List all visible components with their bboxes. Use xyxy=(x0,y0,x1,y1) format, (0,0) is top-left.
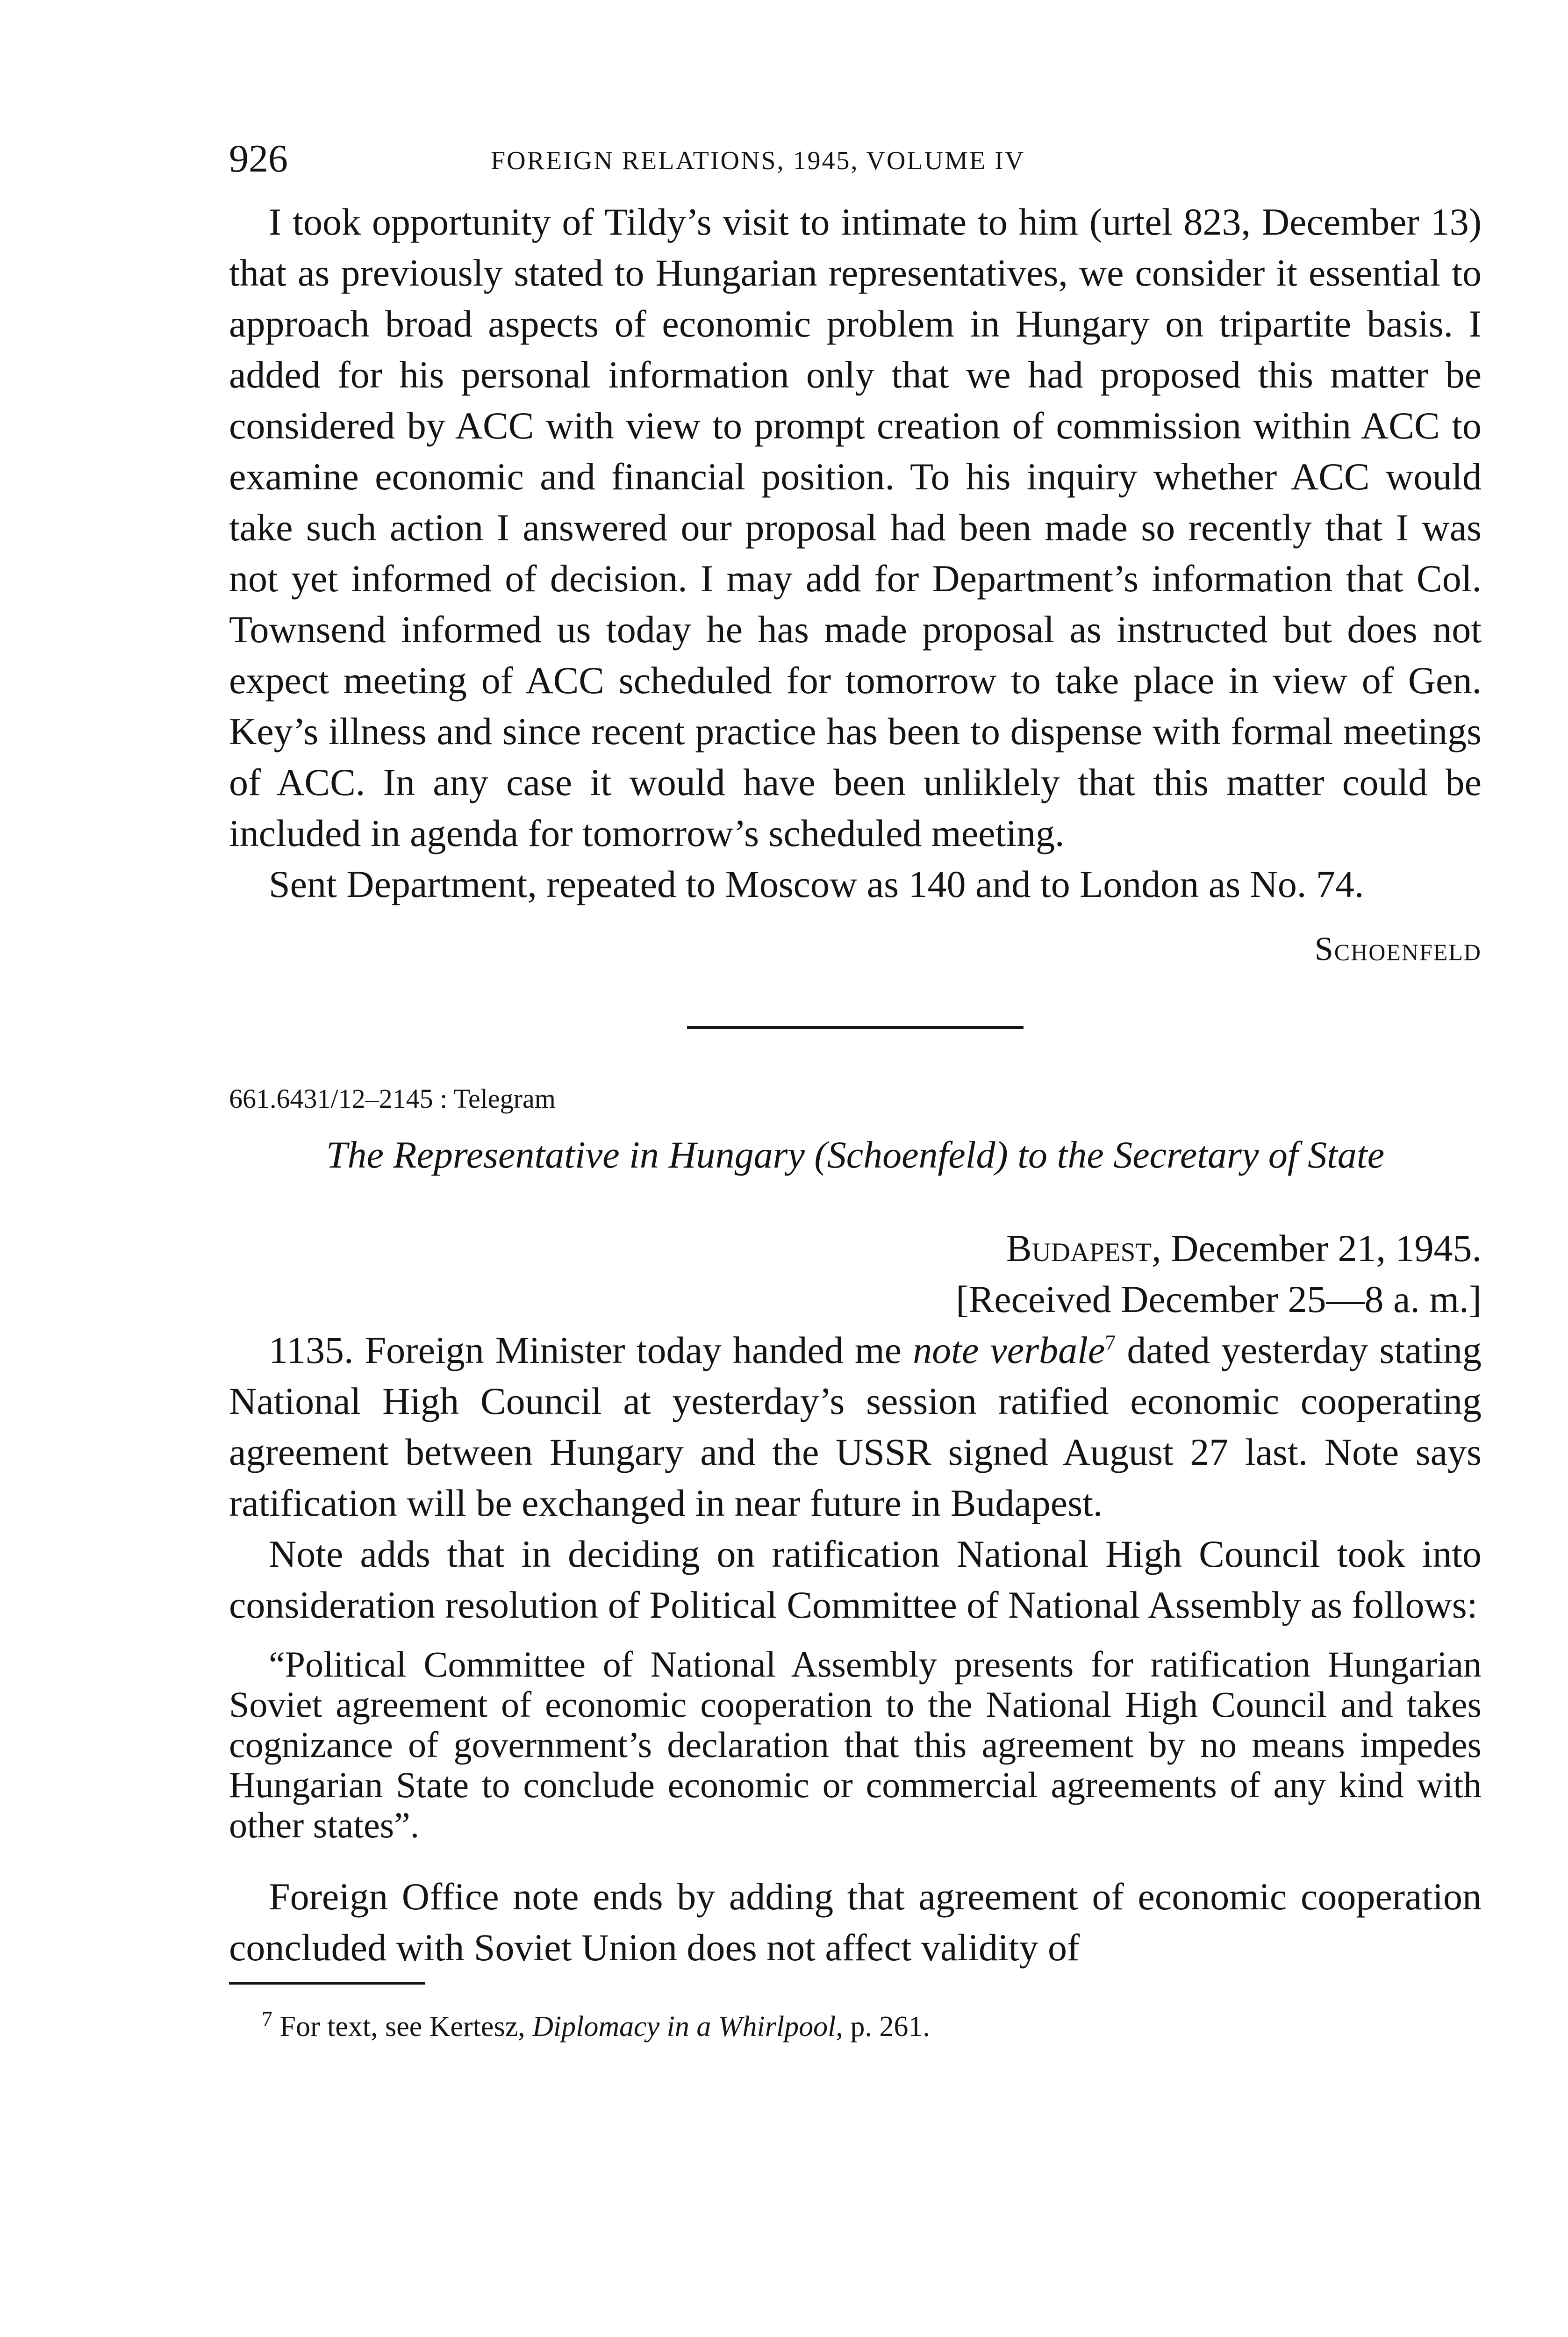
dateline xyxy=(229,1223,1482,1274)
footnote-book-title: Diplomacy in a Whirlpool xyxy=(532,2011,836,2043)
received-line: [Received December 25—8 a. m.] xyxy=(956,1278,1482,1320)
paragraph-text: 1135. Foreign Minister today handed me xyxy=(269,1329,913,1371)
page-number: 926 xyxy=(229,137,288,180)
signature: Schoenfeld xyxy=(1314,930,1482,968)
section-divider xyxy=(687,1026,1024,1029)
body-paragraph xyxy=(229,1325,1482,1528)
quoted-resolution: “Political Committee of National Assembly presents for ratification Hungarian Soviet agreement of economic cooperation to the National High Council and takes cognizance of government’s declaration that this agreement by no means impedes Hungarian State to conclude economic or commercial agreements of any kind with other states”. xyxy=(229,1644,1482,1845)
footnote-marker: 7 xyxy=(262,2007,272,2031)
running-head xyxy=(229,136,1482,196)
footnote xyxy=(229,2006,1482,2048)
section-telegram-2 xyxy=(229,1080,1482,1973)
body-paragraph: Note adds that in deciding on ratification National High Council took into consideration resolution of Political Committee of National Assembly as follows: xyxy=(229,1533,1482,1626)
footnote-text: For text, see Kertesz, xyxy=(272,2011,533,2043)
dateline-city: Budapest, xyxy=(1006,1227,1161,1269)
footnote-rule xyxy=(229,1982,425,1985)
body-paragraph: I took opportunity of Tildy’s visit to intimate to him (urtel 823, December 13) that as previously stated to Hungarian representatives, we consider it essential to approach broad aspects of economic problem in Hungary on tripartite basis. I added for his personal information only that we had proposed this matter be considered by ACC with view to prompt creation of commission within ACC to examine economic and financial position. To his inquiry whether ACC would take such action I answered our proposal had been made so recently that I was not yet informed of decision. I may add for Department’s information that Col. Townsend informed us today he has made proposal as instructed but does not expect meeting of ACC scheduled for tomorrow to take place in view of Gen. Key’s illness and since recent practice has been to dispense with formal meetings of ACC. In any case it would have been unliklely that this matter could be included in agenda for tomorrow’s scheduled meeting. xyxy=(229,201,1482,854)
paragraph-text: dated yesterday stating National High Council at yesterday’s session ratified economic cooperating agreement between Hungary and the USSR signed August 27 last. Note says ratification will be exchanged in near future in Budapest. xyxy=(229,1329,1482,1524)
body-paragraph: Foreign Office note ends by adding that agreement of economic cooperation concluded with Soviet Union does not affect validity of xyxy=(229,1875,1482,1969)
section-telegram-1 xyxy=(229,196,1482,975)
body-paragraph: Sent Department, repeated to Moscow as 140 and to London as No. 74. xyxy=(269,863,1364,905)
dateline-date: December 21, 1945. xyxy=(1161,1227,1482,1269)
file-reference: 661.6431/12–2145 : Telegram xyxy=(229,1083,556,1114)
document-heading: The Representative in Hungary (Schoenfeld) to the Secretary of State xyxy=(326,1133,1385,1176)
journal-title: FOREIGN RELATIONS, 1945, VOLUME IV xyxy=(491,146,1025,175)
footnote-text: , p. 261. xyxy=(836,2011,930,2043)
note-verbale-term: note verbale xyxy=(913,1329,1105,1371)
footnote-reference: 7 xyxy=(1105,1330,1116,1355)
document-page xyxy=(229,136,1482,2048)
